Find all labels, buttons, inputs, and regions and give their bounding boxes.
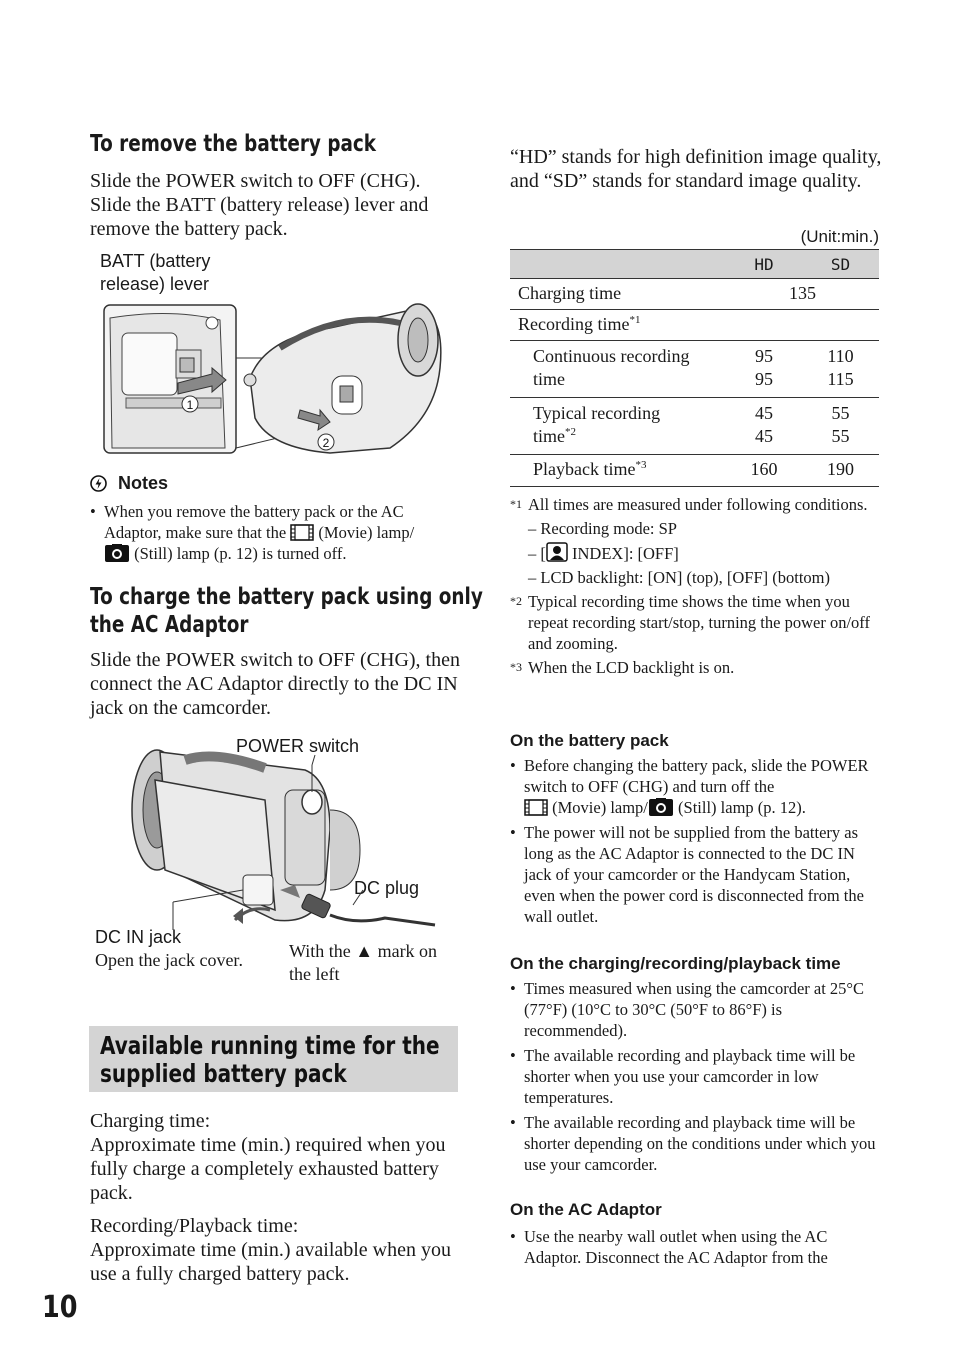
table-row: [510, 310, 879, 341]
section-title-box: [89, 1026, 458, 1092]
charging-time-desc: Approximate time (min.) required when you fully charge a completely exhausted battery pack.: [90, 1134, 446, 1204]
footnote-1-mark: *1: [510, 497, 522, 511]
battery-item1-text-b: (Movie) lamp/: [552, 798, 648, 817]
playback-sd: 190: [802, 455, 879, 487]
continuous-sd-top: 110: [827, 346, 854, 366]
footnote-1-index-pre: – [: [528, 544, 546, 563]
playback-hd: 160: [726, 455, 802, 487]
recording-time-block: [90, 1214, 462, 1286]
charging-time-block: [90, 1109, 462, 1205]
batt-lever-label-line2: release) lever: [100, 274, 210, 294]
recording-time-text: Recording time: [518, 314, 630, 334]
recording-time-label: Recording/Playback time:: [90, 1215, 299, 1237]
footnotes: [510, 494, 882, 681]
time-heading: On the charging/recording/playback time: [510, 954, 841, 973]
charge-heading-line1: To charge the battery pack using only: [90, 584, 483, 610]
list-item: [510, 755, 882, 818]
power-switch-label: POWER switch: [236, 736, 360, 756]
table-row: [510, 455, 879, 487]
footnote-2: [510, 591, 882, 654]
ac-adaptor-heading: On the AC Adaptor: [510, 1200, 662, 1219]
battery-item1-text-c: (Still) lamp (p. 12).: [678, 798, 806, 817]
playback-cell: [510, 455, 726, 487]
section-title-line2: supplied battery pack: [100, 1059, 347, 1088]
battery-pack-list: [510, 755, 882, 931]
dc-plug-label: DC plug: [354, 878, 420, 898]
typical-hd-top: 45: [755, 403, 773, 423]
remove-battery-text: Slide the POWER switch to OFF (CHG). Slide the BATT (battery release) lever and remove the battery pack.: [90, 170, 429, 240]
mark-label-line1: With the ▲ mark on: [289, 941, 438, 961]
typical-sd-top: 55: [831, 403, 850, 423]
running-time-table: [510, 249, 879, 487]
continuous-cell: [510, 341, 726, 398]
remove-battery-heading: To remove the battery pack: [90, 131, 377, 157]
continuous-hd: [726, 341, 802, 398]
playback-text: Playback time: [533, 459, 636, 479]
charging-time-cell: Charging time: [510, 279, 726, 310]
note-text-c: (Still) lamp (p. 12) is turned off.: [134, 544, 347, 563]
notes-heading: Notes: [118, 473, 169, 493]
note-icon: [90, 475, 107, 492]
continuous-hd-bottom: 95: [755, 369, 773, 389]
footnote-1: [510, 494, 882, 515]
charging-time-label: Charging time:: [90, 1110, 211, 1132]
list-item: • Times measured when using the camcorder at 25°C (77°F) (10°C to 30°C (50°F to 86°F) is recommended).: [510, 978, 882, 1041]
section-title-line1: Available running time for the: [100, 1031, 440, 1060]
section-title: [100, 1032, 440, 1088]
movie-icon: [290, 524, 314, 541]
continuous-sd-bottom: 115: [827, 369, 854, 389]
typical-line1: Typical recording: [533, 403, 661, 423]
battery-removal-illustration: [100, 298, 445, 458]
footnote-ref-1: *1: [629, 314, 641, 326]
recording-time-desc: Approximate time (min.) available when you use a fully charged battery pack.: [90, 1239, 452, 1285]
still-camera-icon: [648, 798, 674, 816]
list-item: • The power will not be supplied from the battery as long as the AC Adaptor is connected to the DC IN jack of your camcorder or the Handycam Station, even when the power cord is disconnected from the wall outlet.: [510, 822, 882, 927]
note-text-a: When you remove the battery pack or the AC Adaptor, make sure that the: [104, 502, 404, 542]
footnote-1-index: [510, 542, 882, 564]
batt-lever-label: [100, 250, 210, 296]
col-hd-header: HD: [726, 250, 802, 279]
unit-label: (Unit:min.): [800, 227, 879, 246]
typical-sd: [802, 398, 879, 455]
mark-label: [289, 940, 437, 986]
mark-label-line2: the left: [289, 964, 340, 984]
still-camera-icon: [104, 544, 130, 562]
notes-heading-row: [90, 472, 168, 494]
step-1-number: 1: [186, 398, 194, 412]
battery-pack-heading: On the battery pack: [510, 731, 669, 750]
footnote-3-text: When the LCD backlight is on.: [528, 658, 735, 677]
continuous-line2: time: [533, 369, 565, 389]
movie-icon: [524, 799, 548, 816]
list-item: • The available recording and playback time will be shorter when you use your camcorder in low temperatures.: [510, 1045, 882, 1108]
step-2-number: 2: [322, 436, 330, 450]
continuous-line1: Continuous recording: [533, 346, 690, 366]
continuous-sd: [802, 341, 879, 398]
continuous-hd-top: 95: [755, 346, 773, 366]
open-jack-cover-label: Open the jack cover.: [95, 950, 243, 970]
note-list: [90, 501, 460, 568]
footnote-1-lcd: – LCD backlight: [ON] (top), [OFF] (bottom): [528, 568, 831, 587]
footnote-ref-2: *2: [565, 426, 576, 438]
footnote-3-mark: *3: [510, 660, 522, 674]
charge-heading: [90, 583, 483, 639]
typical-line2: time: [533, 426, 565, 446]
table-row: [510, 398, 879, 455]
battery-item1-text-a: Before changing the battery pack, slide the POWER switch to OFF (CHG) and turn off the: [524, 756, 869, 796]
list-item: • Use the nearby wall outlet when using the AC Adaptor. Disconnect the AC Adaptor from the: [510, 1226, 882, 1268]
ac-adaptor-illustration: [125, 740, 440, 940]
col-sd-header: SD: [802, 250, 879, 279]
typical-hd: [726, 398, 802, 455]
footnote-3: [510, 657, 882, 678]
list-item: • The available recording and playback time will be shorter depending on the conditions under which you use your camcorder.: [510, 1112, 882, 1175]
batt-lever-label-line1: BATT (battery: [100, 251, 211, 271]
note-text-b: (Movie) lamp/: [318, 523, 415, 542]
charging-time-value: 135: [726, 279, 879, 310]
table-header-row: [510, 250, 879, 279]
footnote-2-text: Typical recording time shows the time when you repeat recording start/stop, turning the power on/off and zooming.: [528, 592, 870, 653]
footnote-1-recording-mode: – Recording mode: SP: [528, 519, 677, 538]
table-row: [510, 341, 879, 398]
ac-adaptor-list: [510, 1226, 882, 1272]
footnote-2-mark: *2: [510, 594, 522, 608]
typical-sd-bottom: 55: [831, 426, 850, 446]
footnote-1-text: All times are measured under following conditions.: [528, 495, 868, 514]
note-item: [90, 501, 460, 564]
typical-hd-bottom: 45: [755, 426, 773, 446]
hd-sd-description: “HD” stands for high definition image quality, and “SD” stands for standard image quality.: [510, 146, 882, 192]
charge-heading-line2: the AC Adaptor: [90, 612, 249, 638]
footnote-ref-3: *3: [635, 459, 647, 471]
face-index-icon: [546, 542, 568, 562]
table-row: [510, 279, 879, 310]
dc-in-jack-label: DC IN jack: [95, 927, 182, 947]
page-number: 10: [42, 1290, 78, 1325]
typical-cell: [510, 398, 726, 455]
charge-text: Slide the POWER switch to OFF (CHG), then connect the AC Adaptor directly to the DC IN jack on the camcorder.: [90, 649, 460, 719]
footnote-1-index-post: INDEX]: [OFF]: [572, 544, 679, 563]
recording-time-cell: [510, 310, 879, 341]
time-list: [510, 978, 882, 1179]
